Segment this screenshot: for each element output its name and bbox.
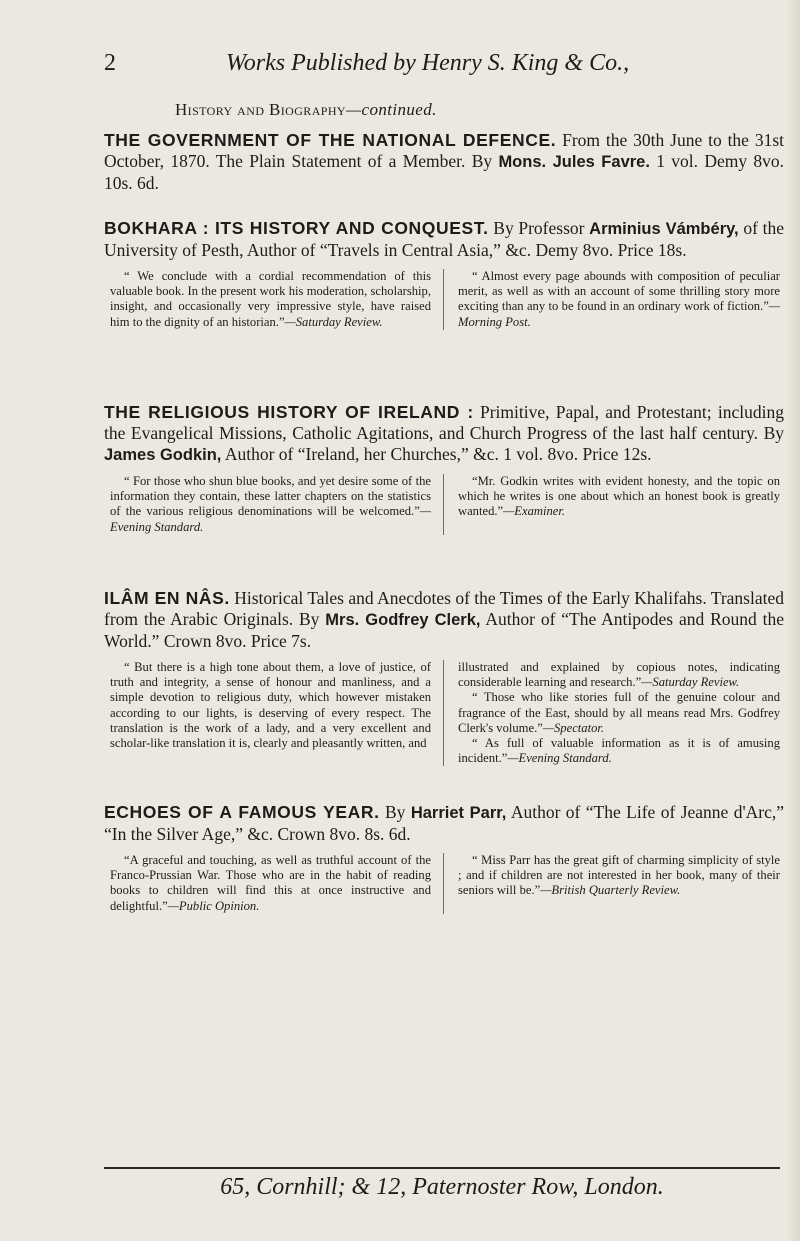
entry-title: ECHOES OF A FAMOUS YEAR.	[104, 802, 380, 822]
entry-text-before-author: By	[384, 802, 406, 822]
review-columns	[104, 660, 784, 766]
entry-title: THE GOVERNMENT OF THE NATIONAL DEFENCE.	[104, 130, 557, 150]
entry-description	[104, 588, 784, 652]
book-entry	[104, 402, 784, 535]
review-column-right	[444, 660, 784, 766]
running-title: Works Published by Henry S. King & Co.,	[226, 50, 630, 76]
page-number: 2	[104, 50, 116, 76]
page-edge-shadow	[786, 0, 800, 1241]
entry-text-after-author: of the University of Pesth, Author of “Travels in Central Asia,” &c. Demy 8vo. Price 18s.	[104, 218, 784, 260]
entry-author: Mrs. Godfrey Clerk,	[325, 611, 481, 629]
entry-description	[104, 130, 784, 194]
entry-description	[104, 402, 784, 466]
entry-text-after-author: Author of “Ireland, her Churches,” &c. 1 vol. 8vo. Price 12s.	[224, 444, 652, 464]
review-column-left	[104, 269, 444, 330]
entry-text-after-author: 1 vol. Demy 8vo. 10s. 6d.	[104, 151, 785, 193]
entry-author: Harriet Parr,	[410, 804, 507, 822]
entry-text-before-author: Historical Tales and Anecdotes of the Times of the Early Khalifahs. Translated from the Arabic Originals. By	[104, 588, 785, 629]
review-source: —Evening Standard.	[110, 504, 431, 534]
review-quote: “ But there is a high tone about them, a love of justice, of truth and integrity, a sense of honour and manliness, and a simple devotion to religious duty, which however mistaken according to our lights, is deserving of every respect. The translation is the work of a lady, and a very excellent and scholar-like translation it is, clearly and pleasantly written, and	[110, 660, 431, 751]
review-source: —Morning Post.	[458, 299, 780, 329]
entry-text-after-author: Author of “The Antipodes and Round the World.” Crown 8vo. Price 7s.	[104, 609, 784, 651]
review-source: —Spectator.	[542, 720, 605, 735]
entry-author: Arminius Vámbéry,	[589, 220, 739, 238]
review-source: —Examiner.	[503, 504, 566, 519]
review-source: —Saturday Review.	[284, 314, 383, 329]
review-quote: “ Those who like stories full of the genuine colour and fragrance of the East, should by all means read Mrs. Godfrey Clerk's volume.”—Spectator.	[458, 690, 780, 735]
entry-text-before-author: By Professor	[493, 218, 585, 238]
review-columns	[104, 269, 784, 330]
book-entry	[104, 130, 784, 194]
review-quote: “ As full of valuable information as it is of amusing incident.”—Evening Standard.	[458, 736, 780, 766]
review-quote: “ For those who shun blue books, and yet desire some of the information they contain, these latter chapters on the statistics of the various religious denominations will be welcomed.”—Evening Standard.	[110, 474, 431, 534]
review-quote: “ Almost every page abounds with composition of peculiar merit, as well as with an account of some thrilling story more exciting than any to be found in an ordinary work of fiction.”—Morning Post.	[458, 269, 780, 329]
review-column-left	[104, 853, 444, 914]
review-quote: “ We conclude with a cordial recommendation of this valuable book. In the present work his moderation, scholarship, insight, and occasionally very impressive style, have raised him to the dignity of an historian.”—Saturday Review.	[110, 269, 431, 329]
entry-author: James Godkin,	[104, 446, 222, 464]
entry-title: ILÂM EN NÂS.	[104, 588, 230, 608]
review-source: —Saturday Review.	[641, 675, 740, 690]
review-columns	[104, 853, 784, 914]
review-column-right	[444, 269, 784, 330]
review-quote: “A graceful and touching, as well as truthful account of the Franco-Prussian War. Those who are in the habit of reading books to children will find this at once instructive and delightful.”—Public Opinion.	[110, 853, 431, 913]
section-heading	[175, 100, 437, 120]
publisher-address: 65, Cornhill; & 12, Paternoster Row, London.	[220, 1174, 664, 1200]
entry-description	[104, 802, 784, 845]
book-entry	[104, 588, 784, 766]
review-column-left	[104, 474, 444, 535]
entry-author: Mons. Jules Favre.	[498, 153, 650, 171]
entry-text-before-author: From the 30th June to the 31st October, 1870. The Plain Statement of a Member. By	[104, 130, 784, 171]
review-column-left	[104, 660, 444, 766]
section-heading-continued: —continued.	[345, 100, 437, 119]
entry-description	[104, 218, 784, 261]
review-columns	[104, 474, 784, 535]
review-quote: illustrated and explained by copious notes, indicating considerable learning and research.”—Saturday Review.	[458, 660, 780, 690]
entry-title: BOKHARA : ITS HISTORY AND CONQUEST.	[104, 218, 489, 238]
review-column-right	[444, 474, 784, 535]
section-heading-main: History and Biography	[175, 100, 346, 119]
entry-text-after-author: Author of “The Life of Jeanne d'Arc,” “In the Silver Age,” &c. Crown 8vo. 8s. 6d.	[104, 802, 785, 844]
review-source: —Evening Standard.	[507, 751, 612, 766]
book-entry	[104, 802, 784, 914]
entry-title: THE RELIGIOUS HISTORY OF IRELAND :	[104, 402, 474, 422]
book-entry	[104, 218, 784, 330]
review-quote: “ Miss Parr has the great gift of charming simplicity of style ; and if children are not interested in her book, many of their seniors will be.”—British Quarterly Review.	[458, 853, 780, 898]
entry-text-before-author: Primitive, Papal, and Protestant; including the Evangelical Missions, Catholic Agitations, and Church Progress of the last half century. By	[104, 402, 784, 443]
review-column-right	[444, 853, 784, 914]
review-source: —Public Opinion.	[167, 898, 260, 913]
footer-rule	[104, 1167, 780, 1169]
review-source: —British Quarterly Review.	[540, 883, 681, 898]
review-quote: “Mr. Godkin writes with evident honesty, and the topic on which he writes is one about which an honest book is greatly wanted.”—Examiner.	[458, 474, 780, 519]
